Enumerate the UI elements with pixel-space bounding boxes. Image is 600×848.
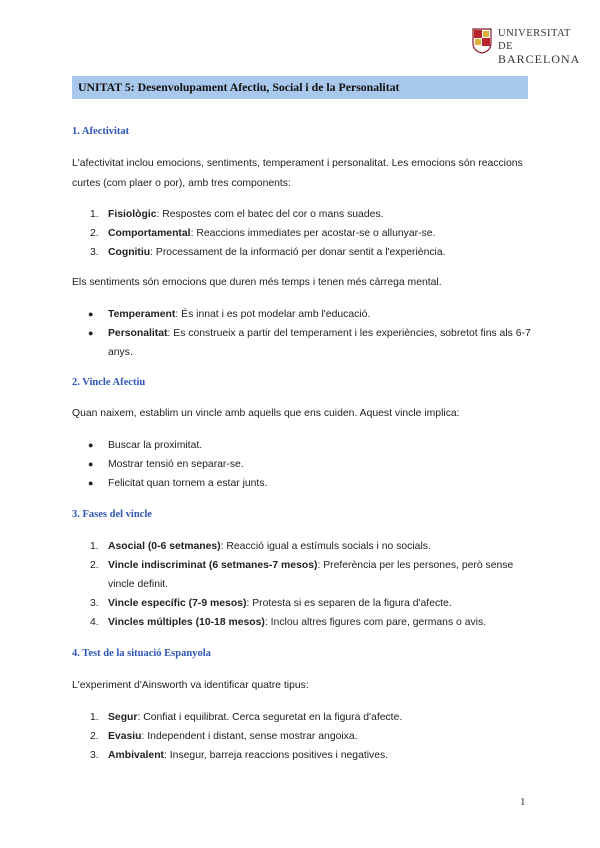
university-logo [472,26,581,66]
section-3-heading: 3. Fases del vincle [72,509,152,520]
attachment-list [72,436,532,493]
list-item: 1. Segur: Confiat i equilibrat. Cerca seguretat en la figura d'afecte. [90,712,403,723]
list-item: ● Personalitat: Es construeix a partir del temperament i les experiències, sobretot fins als 6-7 anys. [72,324,532,362]
attachment-phases-list [72,537,532,632]
section-2-intro: Quan naixem, establim un vincle amb aquells que ens cuiden. Aquest vincle implica: [72,408,460,419]
emotion-components-list [72,205,532,262]
section-2-heading: 2. Vincle Afectiu [72,377,146,388]
logo-line-1: UNIVERSITAT DE [498,28,571,52]
university-crest-icon [472,28,492,54]
list-item: 2. Evasiu: Independent i distant, sense mostrar angoixa. [90,731,358,742]
section-4-heading: 4. Test de la situació Espanyola [72,648,211,659]
list-item: 1. Fisiològic: Respostes com el batec del cor o mans suades. [90,209,384,220]
bullet-icon: ● [88,328,94,338]
sentiments-paragraph: Els sentiments són emocions que duren més temps i tenen més càrrega mental. [72,277,442,288]
list-item: 3. Cognitiu: Processament de la informació per donar sentit a l'experiència. [90,247,446,258]
bullet-icon: ● [88,459,94,469]
list-item: 2. Comportamental: Reaccions immediates per acostar-se o allunyar-se. [90,228,436,239]
logo-line-2: BARCELONA [498,52,581,66]
list-item: 4. Vincles múltiples (10-18 mesos): Inclou altres figures com pare, germans o avis. [90,617,487,628]
attachment-types-list [72,708,532,765]
unit-title: UNITAT 5: Desenvolupament Afectiu, Social i de la Personalitat [72,76,528,99]
list-item: ● Buscar la proximitat. [72,436,532,455]
section-1-intro: L'afectivitat inclou emocions, sentiments, temperament i personalitat. Les emocions són reaccions curtes (com plaer o por), amb tres components: [72,158,523,189]
bullet-icon: ● [88,440,94,450]
list-item: ● Mostrar tensió en separar-se. [72,455,532,474]
list-item: 1. Asocial (0-6 setmanes): Reacció igual a estímuls socials i no socials. [90,541,431,552]
list-item: 3. Vincle específic (7-9 mesos): Protesta si es separen de la figura d'afecte. [90,598,452,609]
list-item: 3. Ambivalent: Insegur, barreja reaccions positives i negatives. [90,750,389,761]
logo-wordmark [498,27,580,66]
bullet-icon: ● [88,478,94,488]
section-4-intro: L'experiment d'Ainsworth va identificar quatre tipus: [72,680,309,691]
list-item: 2. Vincle indiscriminat (6 setmanes-7 mesos): Preferència per les persones, però sense vincle definit. [90,560,514,590]
temperament-personality-list [72,305,532,362]
list-item: ● Felicitat quan tornem a estar junts. [72,474,532,493]
section-1-heading: 1. Afectivitat [72,126,130,137]
bullet-icon: ● [88,309,94,319]
page-number: 1 [520,796,526,808]
list-item: ● Temperament: És innat i es pot modelar amb l'educació. [72,305,532,324]
